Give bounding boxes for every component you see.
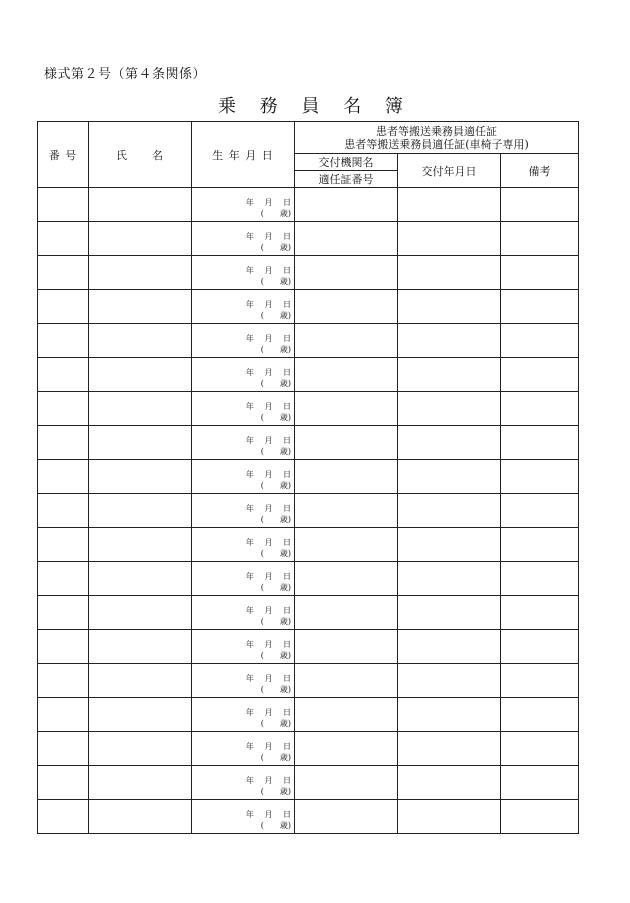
cell-issue-date[interactable] [398,256,501,290]
cell-name[interactable] [89,324,192,358]
cell-issue-date[interactable] [398,426,501,460]
cell-number[interactable] [38,596,89,630]
cell-issuing-agency[interactable] [295,698,398,732]
header-cert-line1: 患者等搬送乗務員適任証 [376,124,497,138]
table-row [38,562,579,596]
header-name: 氏 名 [89,122,192,188]
cell-remarks[interactable] [501,596,579,630]
cell-number[interactable] [38,460,89,494]
cell-birthdate [192,256,295,290]
cell-name[interactable] [89,766,192,800]
cell-issuing-agency[interactable] [295,324,398,358]
cell-name[interactable] [89,630,192,664]
table-row [38,664,579,698]
cell-number[interactable] [38,630,89,664]
age-label: ( 歳) [260,719,291,728]
cell-issue-date[interactable] [398,324,501,358]
cell-issue-date[interactable] [398,800,501,834]
cell-name[interactable] [89,494,192,528]
cell-issuing-agency[interactable] [295,222,398,256]
cell-issuing-agency[interactable] [295,766,398,800]
age-label: ( 歳) [260,651,291,660]
birthdate-ymd-label: 年 月 日 [245,504,291,513]
table-row [38,290,579,324]
cell-issue-date[interactable] [398,290,501,324]
birthdate-ymd-label: 年 月 日 [245,810,291,819]
birthdate-ymd-label: 年 月 日 [245,402,291,411]
cell-issue-date[interactable] [398,562,501,596]
cell-issuing-agency[interactable] [295,732,398,766]
cell-birthdate [192,766,295,800]
header-number: 番 号 [38,122,89,188]
cell-birthdate [192,460,295,494]
birthdate-ymd-label: 年 月 日 [245,198,291,207]
cell-number[interactable] [38,698,89,732]
cell-remarks[interactable] [501,188,579,222]
cell-number[interactable] [38,800,89,834]
cell-issue-date[interactable] [398,698,501,732]
cell-number[interactable] [38,426,89,460]
cell-name[interactable] [89,358,192,392]
birthdate-ymd-label: 年 月 日 [245,266,291,275]
cell-number[interactable] [38,494,89,528]
table-row [38,494,579,528]
header-issuing-agency: 交付機関名 [295,154,398,171]
table-row [38,222,579,256]
cell-issuing-agency[interactable] [295,664,398,698]
cell-remarks[interactable] [501,800,579,834]
table-row [38,732,579,766]
cell-issuing-agency[interactable] [295,596,398,630]
cell-issue-date[interactable] [398,732,501,766]
age-label: ( 歳) [260,243,291,252]
cell-number[interactable] [38,290,89,324]
cell-name[interactable] [89,290,192,324]
cell-issuing-agency[interactable] [295,800,398,834]
table-row [38,324,579,358]
cell-birthdate [192,800,295,834]
cell-number[interactable] [38,732,89,766]
birthdate-ymd-label: 年 月 日 [245,742,291,751]
cell-name[interactable] [89,528,192,562]
age-label: ( 歳) [260,209,291,218]
cell-number[interactable] [38,358,89,392]
cell-name[interactable] [89,562,192,596]
birthdate-ymd-label: 年 月 日 [245,538,291,547]
cell-issuing-agency[interactable] [295,528,398,562]
cell-name[interactable] [89,800,192,834]
cell-issue-date[interactable] [398,460,501,494]
header-remarks: 備考 [501,154,579,188]
cell-name[interactable] [89,732,192,766]
cell-remarks[interactable] [501,358,579,392]
cell-name[interactable] [89,222,192,256]
cell-birthdate [192,528,295,562]
cell-number[interactable] [38,324,89,358]
age-label: ( 歳) [260,787,291,796]
cell-birthdate [192,732,295,766]
birthdate-ymd-label: 年 月 日 [245,300,291,309]
age-label: ( 歳) [260,549,291,558]
cell-issue-date[interactable] [398,596,501,630]
cell-issuing-agency[interactable] [295,426,398,460]
age-label: ( 歳) [260,753,291,762]
birthdate-ymd-label: 年 月 日 [245,674,291,683]
cell-name[interactable] [89,392,192,426]
cell-birthdate [192,222,295,256]
header-issue-date: 交付年月日 [398,154,501,188]
header-birthdate: 生 年 月 日 [192,122,295,188]
crew-roster-table [37,121,579,834]
birthdate-ymd-label: 年 月 日 [245,572,291,581]
cell-issuing-agency[interactable] [295,562,398,596]
cell-number[interactable] [38,392,89,426]
cell-number[interactable] [38,256,89,290]
cell-number[interactable] [38,188,89,222]
cell-birthdate [192,426,295,460]
cell-issuing-agency[interactable] [295,188,398,222]
cell-issue-date[interactable] [398,392,501,426]
birthdate-ymd-label: 年 月 日 [245,232,291,241]
cell-birthdate [192,290,295,324]
cell-issue-date[interactable] [398,630,501,664]
age-label: ( 歳) [260,345,291,354]
cell-issuing-agency[interactable] [295,290,398,324]
form-number: 様式第２号（第４条関係） [44,67,207,82]
cell-remarks[interactable] [501,392,579,426]
cell-issue-date[interactable] [398,528,501,562]
birthdate-ymd-label: 年 月 日 [245,368,291,377]
age-label: ( 歳) [260,481,291,490]
age-label: ( 歳) [260,685,291,694]
cell-birthdate [192,392,295,426]
table-row [38,256,579,290]
cell-remarks[interactable] [501,256,579,290]
cell-name[interactable] [89,460,192,494]
table-row [38,358,579,392]
cell-birthdate [192,494,295,528]
cell-issuing-agency[interactable] [295,392,398,426]
age-label: ( 歳) [260,583,291,592]
birthdate-ymd-label: 年 月 日 [245,776,291,785]
cell-name[interactable] [89,188,192,222]
cell-birthdate [192,698,295,732]
cell-birthdate [192,188,295,222]
cell-remarks[interactable] [501,664,579,698]
cell-issue-date[interactable] [398,358,501,392]
table-row [38,596,579,630]
cell-remarks[interactable] [501,426,579,460]
cell-number[interactable] [38,766,89,800]
cell-remarks[interactable] [501,528,579,562]
cell-issuing-agency[interactable] [295,494,398,528]
cell-birthdate [192,324,295,358]
table-row [38,528,579,562]
cell-name[interactable] [89,698,192,732]
table-row [38,426,579,460]
birthdate-ymd-label: 年 月 日 [245,334,291,343]
cell-remarks[interactable] [501,324,579,358]
cell-issue-date[interactable] [398,664,501,698]
table-row [38,766,579,800]
cell-birthdate [192,562,295,596]
cell-remarks[interactable] [501,732,579,766]
age-label: ( 歳) [260,379,291,388]
table-row [38,698,579,732]
cell-name[interactable] [89,596,192,630]
cell-issuing-agency[interactable] [295,630,398,664]
age-label: ( 歳) [260,413,291,422]
cell-remarks[interactable] [501,222,579,256]
age-label: ( 歳) [260,617,291,626]
age-label: ( 歳) [260,311,291,320]
age-label: ( 歳) [260,515,291,524]
cell-number[interactable] [38,528,89,562]
table-row [38,392,579,426]
cell-issue-date[interactable] [398,494,501,528]
table-row [38,188,579,222]
cell-name[interactable] [89,426,192,460]
cell-issue-date[interactable] [398,766,501,800]
page-title: 乗 務 員 名 簿 [218,96,412,117]
age-label: ( 歳) [260,277,291,286]
cell-birthdate [192,630,295,664]
cell-issue-date[interactable] [398,222,501,256]
cell-name[interactable] [89,256,192,290]
birthdate-ymd-label: 年 月 日 [245,640,291,649]
cell-issuing-agency[interactable] [295,256,398,290]
table-row [38,630,579,664]
table-row [38,460,579,494]
cell-remarks[interactable] [501,494,579,528]
cell-birthdate [192,596,295,630]
cell-remarks[interactable] [501,562,579,596]
age-label: ( 歳) [260,447,291,456]
cell-number[interactable] [38,664,89,698]
cell-birthdate [192,358,295,392]
cell-remarks[interactable] [501,698,579,732]
table-row [38,800,579,834]
cell-remarks[interactable] [501,766,579,800]
cell-number[interactable] [38,562,89,596]
age-label: ( 歳) [260,821,291,830]
birthdate-ymd-label: 年 月 日 [245,436,291,445]
cell-issuing-agency[interactable] [295,358,398,392]
birthdate-ymd-label: 年 月 日 [245,606,291,615]
cell-remarks[interactable] [501,460,579,494]
header-cert-line2: 患者等搬送乗務員適任証(車椅子専用) [344,137,529,151]
cell-issuing-agency[interactable] [295,460,398,494]
header-certificate [295,122,579,154]
cell-name[interactable] [89,664,192,698]
cell-issue-date[interactable] [398,188,501,222]
cell-birthdate [192,664,295,698]
header-cert-number: 適任証番号 [295,171,398,188]
cell-remarks[interactable] [501,290,579,324]
cell-remarks[interactable] [501,630,579,664]
birthdate-ymd-label: 年 月 日 [245,470,291,479]
birthdate-ymd-label: 年 月 日 [245,708,291,717]
cell-number[interactable] [38,222,89,256]
